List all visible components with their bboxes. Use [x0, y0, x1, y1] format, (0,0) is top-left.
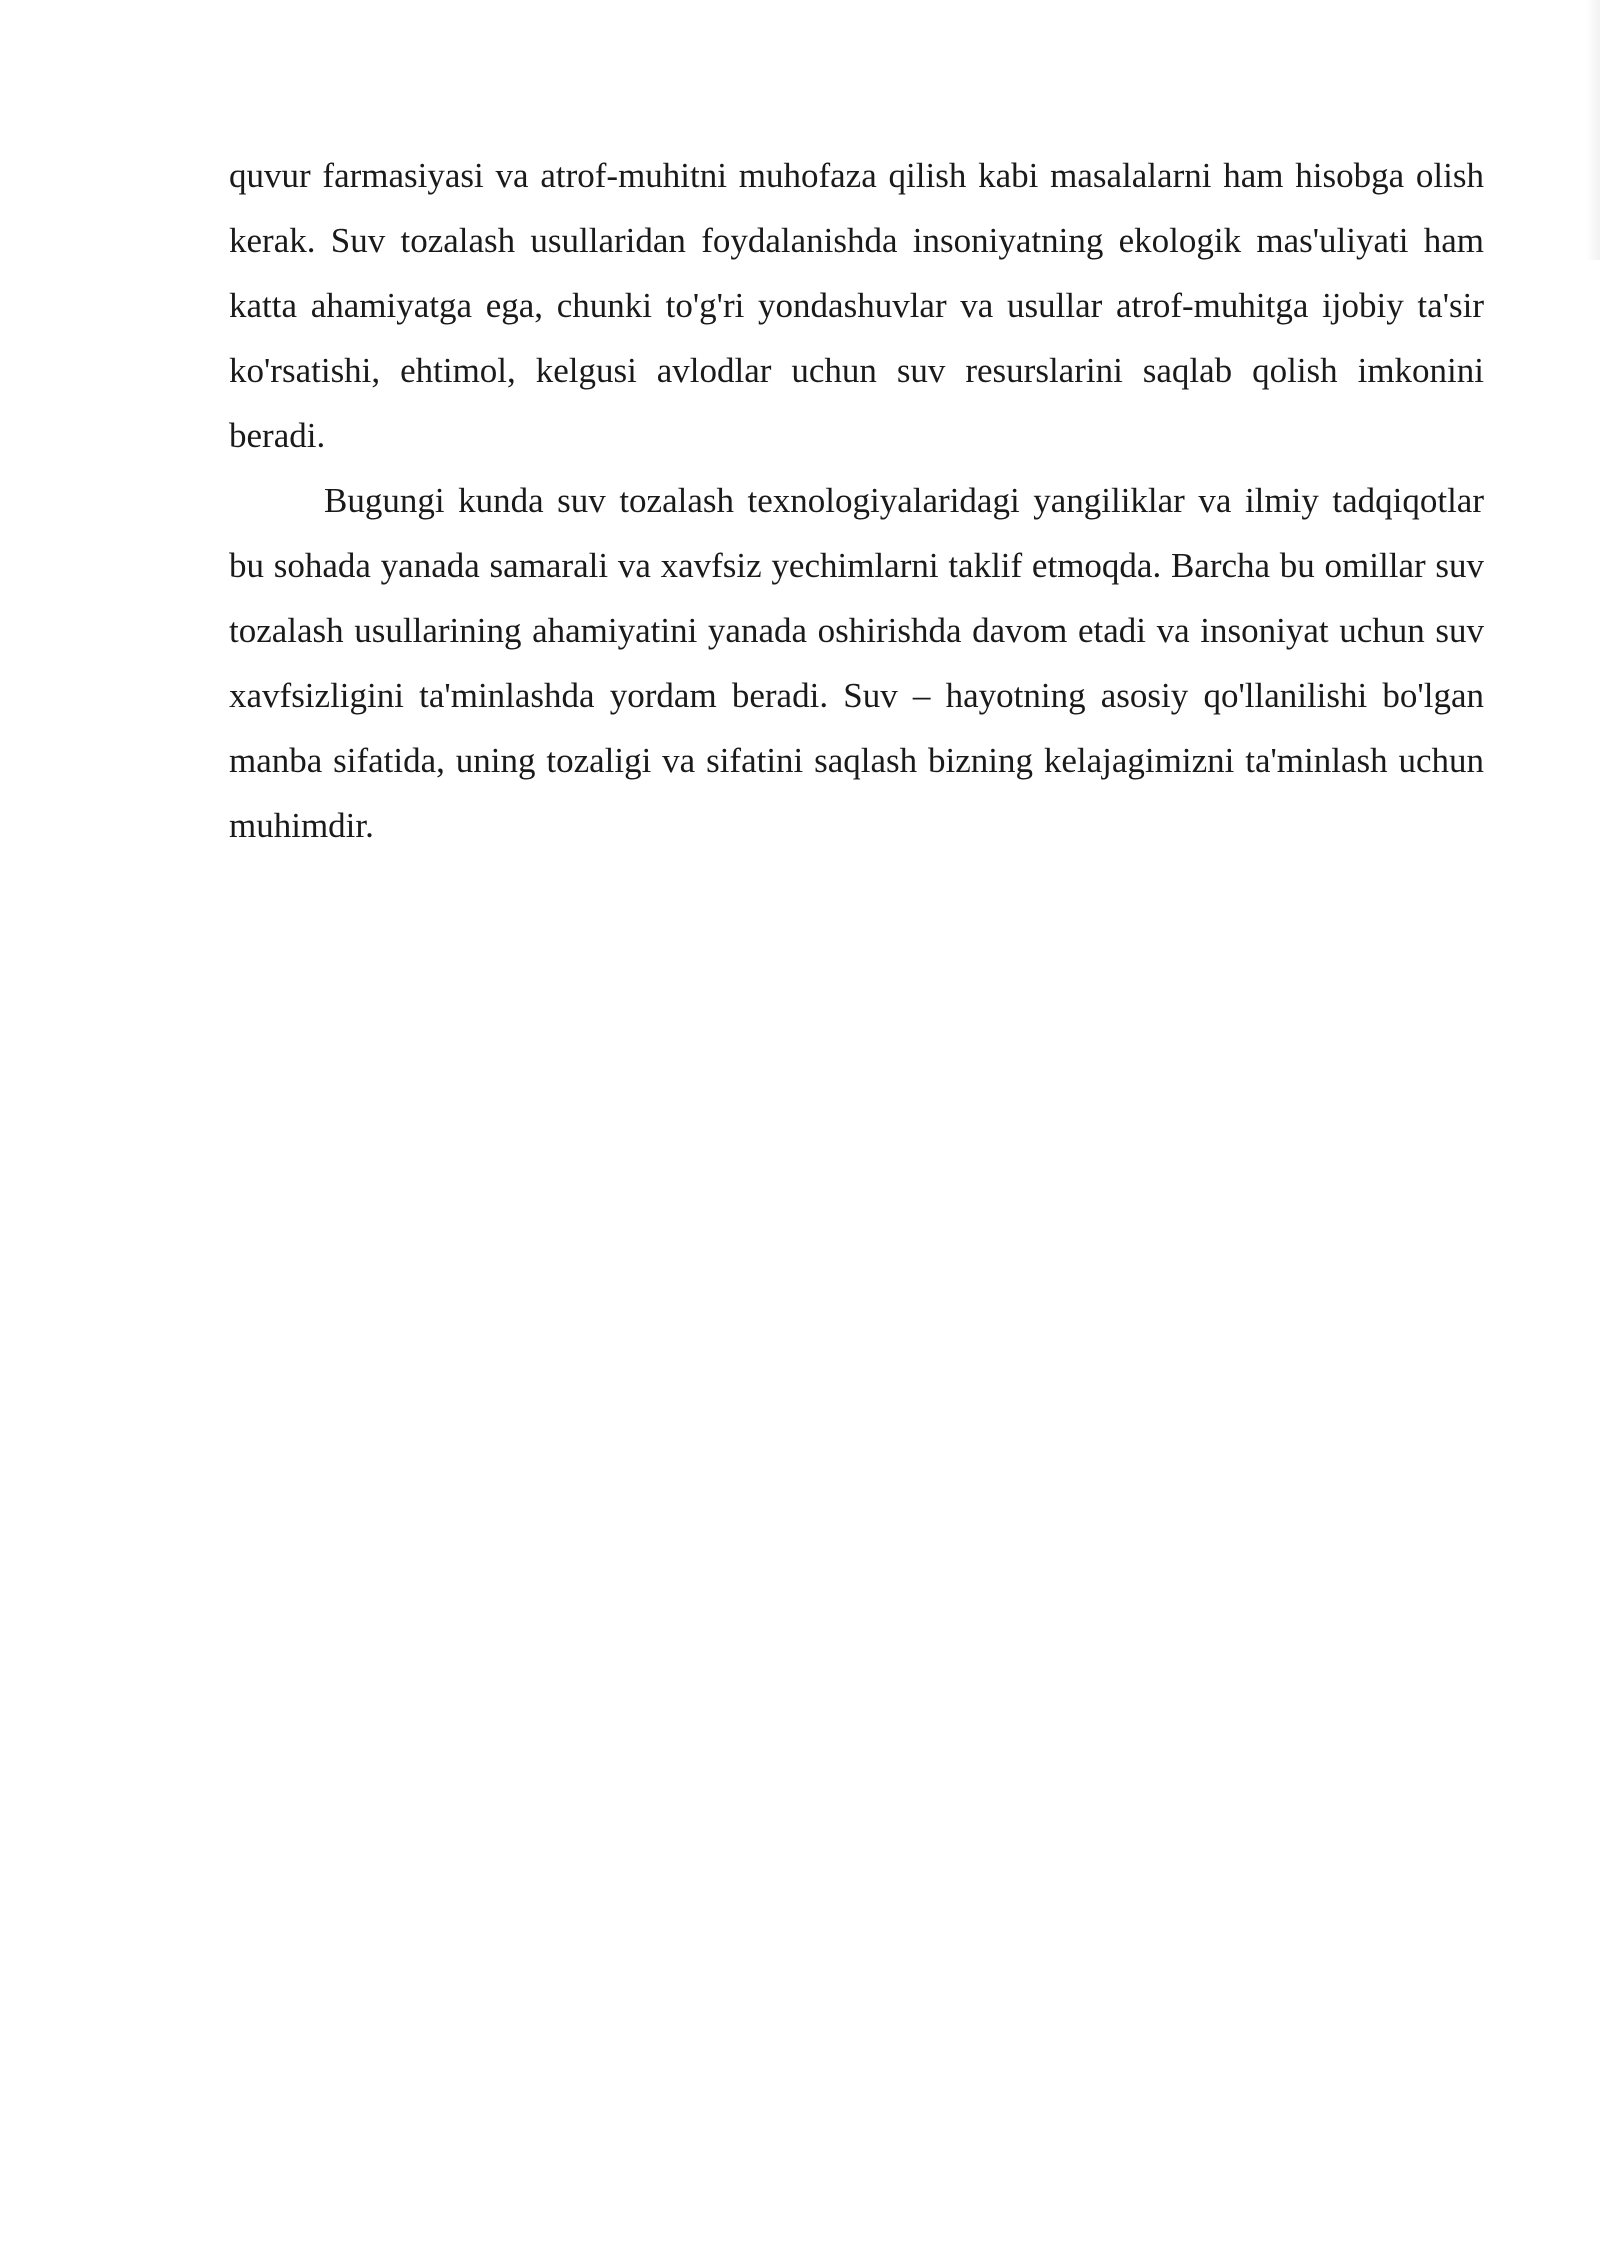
paragraph-continued: quvur farmasiyasi va atrof-muhitni muhofaza qilish kabi masalalarni ham hisobga olish kerak. Suv tozalash usullaridan foydalanishda insoniyatning ekologik mas'uliyati ham katta ahamiyatga ega, chunki to'g'ri yondashuvlar va usullar atrof-muhitga ijobiy ta'sir ko'rsatishi, ehtimol, kelgusi avlodlar uchun suv resurslarini saqlab qolish imkonini beradi.: [229, 156, 1484, 455]
page-edge-shadow: [1586, 0, 1600, 260]
body-text: [229, 143, 1484, 858]
paragraph-indented: Bugungi kunda suv tozalash texnologiyalaridagi yangiliklar va ilmiy tadqiqotlar bu sohada yanada samarali va xavfsiz yechimlarni taklif etmoqda. Barcha bu omillar suv tozalash usullarining ahamiyatini yanada oshirishda davom etadi va insoniyat uchun suv xavfsizligini ta'minlashda yordam beradi. Suv – hayotning asosiy qo'llanilishi bo'lgan manba sifatida, uning tozaligi va sifatini saqlash bizning kelajagimizni ta'minlash uchun muhimdir.: [229, 481, 1484, 845]
